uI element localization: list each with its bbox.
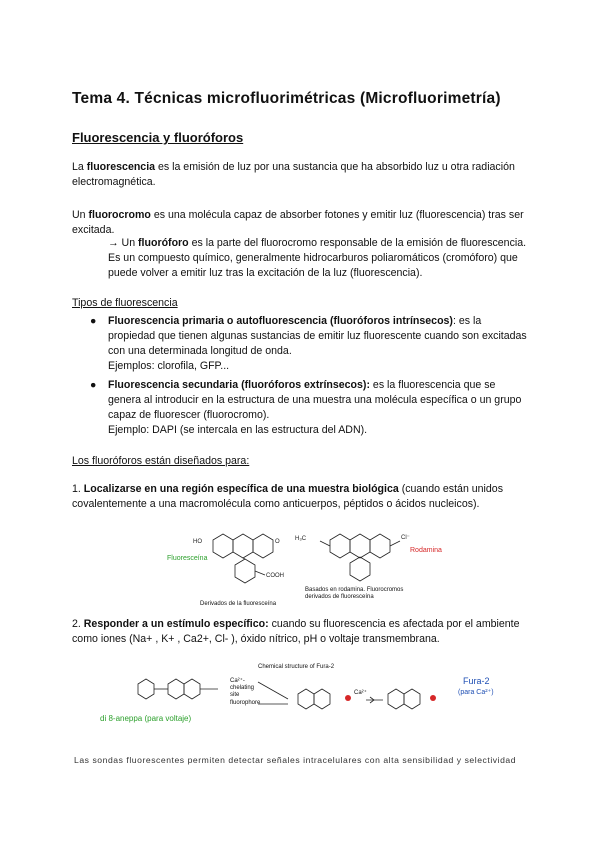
anep-label: di 8-aneppa (para voltaje): [100, 714, 192, 723]
chem-structure-label: Chemical structure of Fura-2: [258, 664, 335, 670]
oh-group: HO: [193, 539, 202, 545]
fura-label: Fura-2: [463, 676, 490, 686]
amine-left: H₃C: [295, 536, 307, 542]
figure-fluorophore-structures: [165, 515, 455, 615]
oxo-group: O: [275, 539, 280, 545]
bullet-secundaria: ● Fluorescencia secundaria (fluoróforos extrínsecos): es la fluorescencia que se genera al introducir en la estructura de una muestra una molécula específica o un grupo capaz de fluorescer (fluorocromo). Ejemplo: DAPI (se intercala en las estructura del ADN).: [90, 379, 522, 436]
fluorophore-label: fluorophore: [230, 700, 261, 706]
cooh-group: COOH: [266, 573, 284, 579]
chelating-label: Ca²⁺-chelating site: [230, 678, 255, 698]
item-localizarse: 1. Localizarse en una región específica de una muestra biológica (cuando están unidos covalentemente a una macromolécula como anticuerpos, péptidos o ácidos nucleicos).: [72, 483, 503, 510]
paragraph-fluorocromo: Un fluorocromo es una molécula capaz de absorber fotones y emitir luz (fluorescencia) tras ser excitada.: [72, 209, 524, 236]
tipos-heading: Tipos de fluorescencia: [72, 297, 178, 309]
figure-caption: Las sondas fluorescentes permiten detectar señales intracelulares con alta sensibilidad y selectividad: [74, 755, 517, 765]
rodamina-label: Rodamina: [410, 547, 442, 554]
fluoresceina-label: Fluoresceína: [167, 555, 208, 562]
bullet-primaria: ● Fluorescencia primaria o autofluorescencia (fluoróforos intrínsecos): es la propiedad que tienen algunas sustancias de emitir luz fluorescente cuando son excitadas con una determinada longitud de onda. Ejemplos: clorofila, GFP...: [90, 315, 527, 372]
probes-drawing: [98, 664, 518, 744]
fluoresceina-caption: Derivados de la fluoresceína: [200, 601, 277, 607]
page-title: Tema 4. Técnicas microfluorimétricas (Microfluorimetría): [72, 90, 501, 107]
figure-probe-structures: [98, 664, 518, 744]
paragraph-fluoroforo: → Un fluoróforo es la parte del fluorocromo responsable de la emisión de fluorescencia. Es un compuesto químico, generalmente hidrocarburos poliaromáticos (cromóforo) que puede volver a emitir luz tras la excitación de la luz (fluorescencia).: [108, 237, 527, 279]
section-heading: Fluorescencia y fluoróforos: [72, 130, 244, 145]
fura-sub-label: (para Ca²⁺): [458, 689, 494, 696]
designed-heading: Los fluoróforos están diseñados para:: [72, 455, 250, 467]
paragraph-fluorescencia: La fluorescencia es la emisión de luz por una sustancia que ha absorbido luz u otra radiación electromagnética.: [72, 161, 515, 188]
rodamina-caption: Basados en rodamina. Fluorocromos derivados de fluoresceína: [305, 587, 404, 600]
ca-label: Ca²⁺: [354, 690, 367, 696]
bullet-dot: ●: [90, 315, 97, 327]
bullet-dot: ●: [90, 379, 97, 391]
amine-right: Cl⁻: [401, 535, 410, 541]
item-responder: 2. Responder a un estímulo específico: cuando su fluorescencia es afectada por el ambiente como iones (Na+ , K+ , Ca2+, Cl- ), óxido nítrico, pH o voltaje transmembrana.: [72, 618, 520, 645]
ca-ion-dot: [345, 695, 351, 701]
ca-bound-dot: [430, 695, 436, 701]
